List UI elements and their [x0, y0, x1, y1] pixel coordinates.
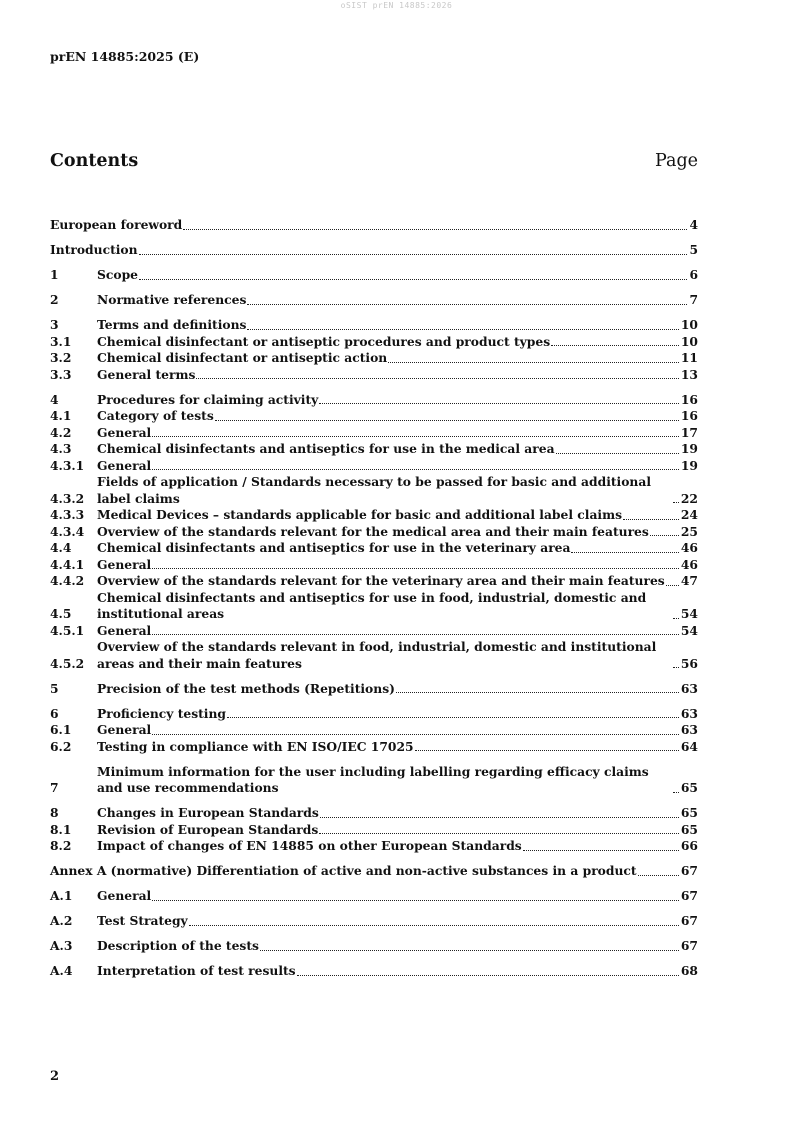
toc-entry-title: General: [97, 556, 152, 572]
toc-leader-dots: [152, 900, 679, 901]
toc-entry-page: 66: [680, 838, 698, 853]
toc-entry-page: 54: [680, 622, 698, 638]
toc-entry[interactable]: [50, 317, 698, 334]
toc-entry-number: A.1: [50, 888, 73, 903]
toc-leader-dots: [523, 850, 679, 851]
toc-entry-page: 22: [680, 490, 698, 506]
toc-entry-number: 4.4.2: [50, 573, 85, 588]
toc-entry-number: 3.1: [50, 333, 72, 349]
toc-entry-title-wrap: [97, 474, 680, 507]
toc-entry-title-wrap: [97, 507, 680, 524]
toc-leader-dots: [189, 925, 679, 926]
toc-entry-page: 68: [680, 963, 698, 978]
toc-entry-page: 25: [680, 523, 698, 539]
toc-entry-page: 67: [680, 913, 698, 928]
toc-leader-dots: [551, 345, 679, 346]
toc-entry[interactable]: [50, 242, 698, 259]
toc-leader-dots: [666, 585, 679, 586]
toc-leader-dots: [623, 519, 679, 520]
toc-entry-page: 17: [680, 424, 698, 440]
toc-entry-title-wrap: [97, 938, 680, 955]
toc-entry-page: 13: [680, 366, 698, 382]
toc-entry-title: European foreword: [50, 217, 183, 232]
toc-leader-dots: [297, 975, 679, 976]
toc-leader-dots: [152, 469, 679, 470]
toc-entry-title: Precision of the test methods (Repetitions): [97, 680, 395, 696]
toc-leader-dots: [571, 552, 678, 553]
footer-page-number: 2: [50, 1069, 60, 1084]
toc-entry-title: Scope: [97, 267, 138, 282]
toc-entry[interactable]: [50, 838, 698, 855]
toc-entry-number: 4.3.4: [50, 523, 85, 539]
toc-leader-dots: [673, 792, 679, 793]
toc-entry-title-wrap: [97, 590, 680, 623]
toc-entry-title: Normative references: [97, 292, 247, 307]
toc-entry-page: 11: [680, 350, 698, 365]
toc-entry-number: 3.2: [50, 350, 72, 365]
toc-leader-dots: [260, 950, 679, 951]
toc-entry[interactable]: [50, 913, 698, 930]
toc-entry-page: 10: [680, 317, 698, 332]
toc-entry-title-wrap: [97, 913, 680, 930]
toc-leader-dots: [215, 420, 679, 421]
toc-entry-page: 65: [680, 805, 698, 820]
toc-entry-page: 5: [689, 242, 698, 257]
toc-entry-title-wrap: [97, 350, 680, 367]
toc-entry-page: 16: [680, 408, 698, 423]
toc-entry-page: 65: [680, 821, 698, 837]
toc-entry-page: 63: [680, 680, 698, 696]
toc-entry-title: Overview of the standards relevant for the veterinary area and their main features: [97, 573, 665, 588]
toc-entry-title: Interpretation of test results: [97, 963, 296, 978]
toc-leader-dots: [556, 453, 679, 454]
toc-entry[interactable]: [50, 623, 698, 640]
toc-entry-title-wrap: [97, 805, 680, 822]
toc-entry-title-wrap: [97, 425, 680, 442]
toc-leader-dots: [320, 817, 679, 818]
toc-entry-page: 64: [680, 738, 698, 754]
toc-leader-dots: [396, 692, 679, 693]
toc-entry-page: 63: [680, 722, 698, 737]
toc-entry-title-wrap: [97, 764, 680, 797]
toc-entry[interactable]: [50, 408, 698, 425]
toc-entry-title-wrap: [97, 334, 680, 351]
toc-entry-title-wrap: [50, 242, 688, 259]
toc-entry[interactable]: [50, 441, 698, 458]
toc-entry-page: 47: [680, 573, 698, 588]
toc-entry-title: Introduction: [50, 242, 138, 257]
toc-leader-dots: [196, 378, 678, 379]
toc-entry[interactable]: [50, 292, 698, 309]
toc-entry-title: General: [97, 722, 152, 737]
toc-entry-title: Chemical disinfectants and antiseptics for use in food, industrial, domestic and institutional areas: [97, 589, 647, 621]
toc-entry-title: Overview of the standards relevant in food, industrial, domestic and institutional areas and their main features: [97, 639, 657, 671]
toc-entry[interactable]: [50, 540, 698, 557]
toc-entry-number: A.4: [50, 963, 73, 978]
toc-entry[interactable]: [50, 888, 698, 905]
toc-entry-page: 67: [680, 863, 698, 878]
toc-entry-number: 4.3: [50, 441, 72, 456]
toc-entry-page: 46: [680, 556, 698, 572]
toc-entry-number: 4.4.1: [50, 556, 85, 572]
toc-entry-title-wrap: [97, 458, 680, 475]
toc-entry-title-wrap: [97, 681, 680, 698]
toc-entry-title: Test Strategy: [97, 913, 188, 928]
toc-entry[interactable]: [50, 764, 698, 797]
toc-entry[interactable]: [50, 963, 698, 980]
toc-entry-number: 4.1: [50, 408, 72, 423]
toc-entry-page: 67: [680, 938, 698, 953]
toc-entry-page: 4: [689, 217, 698, 232]
toc-entry-number: 4.5.1: [50, 622, 85, 638]
toc-entry-page: 63: [680, 705, 698, 721]
toc-entry-title: Annex A (normative) Differentiation of active and non-active substances in a product: [50, 863, 637, 878]
toc-entry-page: 7: [689, 292, 698, 307]
toc-entry[interactable]: [50, 334, 698, 351]
toc-entry-title-wrap: [97, 441, 680, 458]
toc-entry-page: 65: [680, 780, 698, 795]
toc-entry-title: Chemical disinfectant or antiseptic action: [97, 350, 388, 365]
toc-leader-dots: [673, 618, 679, 619]
toc-entry-page: 19: [680, 441, 698, 456]
toc-entry-title: Chemical disinfectants and antiseptics for use in the veterinary area: [97, 540, 571, 555]
toc-leader-dots: [319, 403, 679, 404]
toc-leader-dots: [152, 634, 679, 635]
toc-entry-title: Revision of European Standards: [97, 821, 319, 837]
toc-entry-number: 2: [50, 292, 59, 307]
toc-leader-dots: [247, 304, 687, 305]
toc-entry-title: Chemical disinfectant or antiseptic procedures and product types: [97, 333, 551, 349]
toc-entry-number: 3.3: [50, 366, 72, 382]
toc-leader-dots: [415, 750, 679, 751]
toc-entry-number: 3: [50, 317, 59, 332]
toc-entry-title: General: [97, 457, 152, 473]
toc-entry[interactable]: [50, 217, 698, 234]
toc-entry-number: 4.3.3: [50, 507, 85, 522]
toc-entry-title-wrap: [97, 739, 680, 756]
toc-entry[interactable]: [50, 267, 698, 284]
toc-entry-title: Procedures for claiming activity: [97, 391, 319, 407]
toc-entry-number: 4.2: [50, 424, 72, 440]
toc-entry-title-wrap: [97, 267, 688, 284]
toc-entry[interactable]: [50, 392, 698, 409]
toc-entry-title-wrap: [97, 524, 680, 541]
toc-entry-title-wrap: [97, 557, 680, 574]
toc-entry-page: 54: [680, 606, 698, 621]
toc-entry[interactable]: [50, 639, 698, 672]
toc-leader-dots: [152, 568, 679, 569]
toc-entry-title: General terms: [97, 366, 196, 382]
toc-leader-dots: [152, 436, 679, 437]
toc-entry-number: 4.5: [50, 606, 72, 621]
toc-leader-dots: [247, 329, 678, 330]
toc-entry-number: 4.3.2: [50, 490, 85, 506]
toc-entry[interactable]: [50, 706, 698, 723]
toc-entry-page: 19: [680, 457, 698, 473]
toc-leader-dots: [388, 362, 679, 363]
toc-entry-title-wrap: [97, 706, 680, 723]
toc-entry[interactable]: [50, 474, 698, 507]
toc-entry[interactable]: [50, 425, 698, 442]
toc-entry-title-wrap: [97, 292, 688, 309]
toc-entry-title-wrap: [97, 623, 680, 640]
toc-entry-title-wrap: [97, 367, 680, 384]
toc-entry-number: 6.1: [50, 722, 72, 737]
toc-leader-dots: [139, 254, 688, 255]
toc-entry[interactable]: [50, 938, 698, 955]
toc-leader-dots: [227, 717, 679, 718]
toc-leader-dots: [152, 734, 679, 735]
toc-entry-title-wrap: [97, 639, 680, 672]
toc-entry-page: 6: [689, 267, 698, 282]
toc-entry-title: Proficiency testing: [97, 705, 227, 721]
toc-entry-number: A.2: [50, 913, 73, 928]
toc-entry-page: 24: [680, 507, 698, 522]
toc-entry-title: Description of the tests: [97, 938, 259, 953]
toc-entry-title-wrap: [97, 888, 680, 905]
toc-entry-title: Fields of application / Standards necessary to be passed for basic and additional label claims: [97, 474, 652, 506]
toc-entry-title-wrap: [97, 963, 680, 980]
page-column-label: Page: [655, 151, 698, 171]
toc-entry-number: 8.1: [50, 821, 72, 837]
toc-entry-page: 67: [680, 888, 698, 903]
toc-entry[interactable]: [50, 350, 698, 367]
toc-entry-title-wrap: [97, 573, 680, 590]
toc-entry[interactable]: [50, 805, 698, 822]
toc-entry-title-wrap: [97, 540, 680, 557]
toc-entry-page: 46: [680, 540, 698, 555]
toc-entry-title: Testing in compliance with EN ISO/IEC 17025: [97, 738, 414, 754]
toc-leader-dots: [319, 833, 679, 834]
toc-entry-title-wrap: [97, 822, 680, 839]
toc-entry[interactable]: [50, 863, 698, 880]
toc-entry-title-wrap: [97, 838, 680, 855]
contents-title: Contents: [50, 151, 139, 171]
toc-entry-number: 4.4: [50, 540, 72, 555]
toc-leader-dots: [183, 229, 687, 230]
table-of-contents: [50, 217, 698, 980]
toc-entry[interactable]: [50, 507, 698, 524]
toc-leader-dots: [673, 502, 679, 503]
toc-entry-title-wrap: [50, 863, 680, 880]
toc-entry-number: 8.2: [50, 838, 72, 853]
toc-entry-number: 8: [50, 805, 59, 820]
toc-entry[interactable]: [50, 524, 698, 541]
toc-entry-title: Minimum information for the user including labelling regarding efficacy claims and use recommendations: [97, 763, 649, 795]
toc-entry[interactable]: [50, 822, 698, 839]
toc-entry[interactable]: [50, 722, 698, 739]
toc-leader-dots: [139, 279, 687, 280]
toc-entry-number: 5: [50, 680, 59, 696]
toc-leader-dots: [650, 535, 679, 536]
toc-leader-dots: [673, 667, 679, 668]
toc-entry[interactable]: [50, 590, 698, 623]
toc-entry-number: 4.3.1: [50, 457, 85, 473]
toc-entry-title-wrap: [97, 722, 680, 739]
toc-entry-title: General: [97, 424, 152, 440]
document-id: prEN 14885:2025 (E): [50, 49, 200, 64]
toc-leader-dots: [638, 875, 679, 876]
toc-entry[interactable]: [50, 681, 698, 698]
toc-entry-title-wrap: [97, 408, 680, 425]
toc-entry-page: 56: [680, 655, 698, 671]
toc-entry-title: General: [97, 888, 152, 903]
toc-entry-title: Category of tests: [97, 408, 214, 423]
toc-entry-number: A.3: [50, 938, 73, 953]
toc-entry-number: 1: [50, 267, 59, 282]
toc-entry[interactable]: [50, 573, 698, 590]
watermark: oSIST prEN 14885:2026: [340, 1, 453, 10]
toc-entry-title-wrap: [50, 217, 688, 234]
toc-entry-title: General: [97, 622, 152, 638]
toc-entry-title: Changes in European Standards: [97, 805, 319, 820]
toc-entry-title-wrap: [97, 317, 680, 334]
toc-entry-title: Impact of changes of EN 14885 on other European Standards: [97, 838, 522, 853]
toc-entry-title: Chemical disinfectants and antiseptics for use in the medical area: [97, 441, 555, 456]
toc-entry-title: Overview of the standards relevant for the medical area and their main features: [97, 523, 649, 539]
toc-entry[interactable]: [50, 739, 698, 756]
toc-entry-number: 4: [50, 391, 59, 407]
toc-entry[interactable]: [50, 458, 698, 475]
toc-entry[interactable]: [50, 557, 698, 574]
toc-entry-number: 4.5.2: [50, 655, 85, 671]
toc-entry-page: 16: [680, 391, 698, 407]
toc-entry-title-wrap: [97, 392, 680, 409]
toc-entry-number: 7: [50, 780, 59, 795]
toc-entry-number: 6: [50, 705, 59, 721]
toc-entry-number: 6.2: [50, 738, 72, 754]
toc-entry-page: 10: [680, 333, 698, 349]
toc-entry-title: Medical Devices – standards applicable for basic and additional label claims: [97, 507, 623, 522]
toc-entry[interactable]: [50, 367, 698, 384]
toc-entry-title: Terms and definitions: [97, 317, 247, 332]
